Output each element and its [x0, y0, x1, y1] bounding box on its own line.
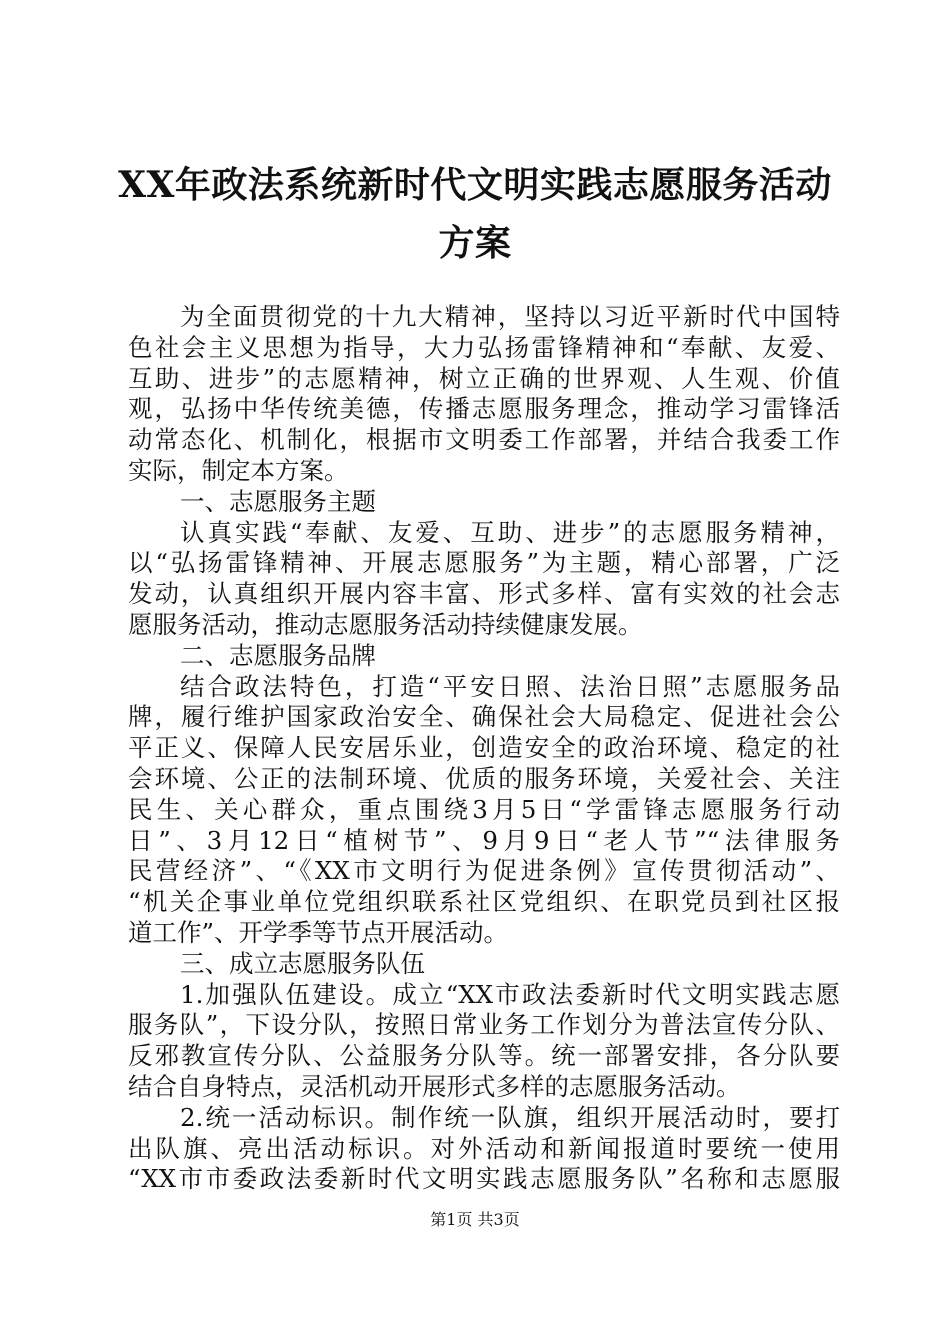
- paragraph: [128, 518, 840, 641]
- section-heading: [128, 641, 840, 672]
- text-line: 实际，制定本方案。: [128, 455, 349, 485]
- document-title: [100, 156, 850, 272]
- text-line: “XX市市委政法委新时代文明实践志愿服务队”名称和志愿服: [128, 1164, 840, 1194]
- text-line: 为全面贯彻党的十九大精神，坚持以习近平新时代中国特: [180, 302, 840, 331]
- text-line: 认真实践“奉献、友爱、互助、进步”的志愿服务精神，: [180, 517, 840, 547]
- text-line: 道工作”、开学季等节点开展活动。: [128, 917, 509, 947]
- text-line: 二、志愿服务品牌: [180, 640, 376, 670]
- page-footer: 第1页 共3页: [430, 1210, 520, 1229]
- paragraph: [128, 980, 840, 1103]
- section-heading: [128, 487, 840, 518]
- section-heading: [128, 949, 840, 980]
- text-line: 民生、关心群众，重点围绕3月5日“学雷锋志愿服务行动: [128, 794, 840, 824]
- text-line: 一、志愿服务主题: [180, 486, 376, 516]
- text-line: 观，弘扬中华传统美德，传播志愿服务理念，推动学习雷锋活: [128, 394, 840, 424]
- text-line: 结合自身特点，灵活机动开展形式多样的志愿服务活动。: [128, 1071, 741, 1101]
- text-line: 1.加强队伍建设。成立“XX市政法委新时代文明实践志愿: [180, 979, 840, 1009]
- text-line: “机关企事业单位党组织联系社区党组织、在职党员到社区报: [128, 887, 840, 917]
- text-line: 2.统一活动标识。制作统一队旗，组织开展活动时，要打: [180, 1102, 840, 1132]
- text-line: 出队旗、亮出活动标识。对外活动和新闻报道时要统一使用: [128, 1133, 840, 1163]
- paragraph: [128, 302, 840, 487]
- text-line: 愿服务活动，推动志愿服务活动持续健康发展。: [128, 609, 643, 639]
- text-line: 动常态化、机制化，根据市文明委工作部署，并结合我委工作: [128, 425, 840, 455]
- text-line: 三、成立志愿服务队伍: [180, 948, 425, 978]
- text-line: 色社会主义思想为指导，大力弘扬雷锋精神和“奉献、友爱、: [128, 332, 840, 362]
- text-line: 平正义、保障人民安居乐业，创造安全的政治环境、稳定的社: [128, 733, 840, 763]
- paragraph: [128, 672, 840, 949]
- text-line: 日”、3月12日“植树节”、9月9日“老人节”“法律服务: [128, 825, 840, 855]
- text-line: 反邪教宣传分队、公益服务分队等。统一部署安排，各分队要: [128, 1041, 840, 1071]
- text-line: 牌，履行维护国家政治安全、确保社会大局稳定、促进社会公: [128, 702, 840, 732]
- text-line: 互助、进步”的志愿精神，树立正确的世界观、人生观、价值: [128, 363, 840, 393]
- text-line: 民营经济”、“《XX市文明行为促进条例》宣传贯彻活动”、: [128, 856, 840, 886]
- text-line: 服务队”，下设分队，按照日常业务工作划分为普法宣传分队、: [128, 1010, 840, 1040]
- document-body: [128, 302, 840, 1195]
- text-line: 发动，认真组织开展内容丰富、形式多样、富有实效的社会志: [128, 579, 840, 609]
- paragraph: [128, 1103, 840, 1195]
- title-line: 方案: [438, 222, 512, 264]
- text-line: 以“弘扬雷锋精神、开展志愿服务”为主题，精心部署，广泛: [128, 548, 840, 578]
- text-line: 结合政法特色，打造“平安日照、法治日照”志愿服务品: [180, 671, 840, 701]
- title-line: XX年政法系统新时代文明实践志愿服务活动: [118, 164, 832, 206]
- text-line: 会环境、公正的法制环境、优质的服务环境，关爱社会、关注: [128, 763, 840, 793]
